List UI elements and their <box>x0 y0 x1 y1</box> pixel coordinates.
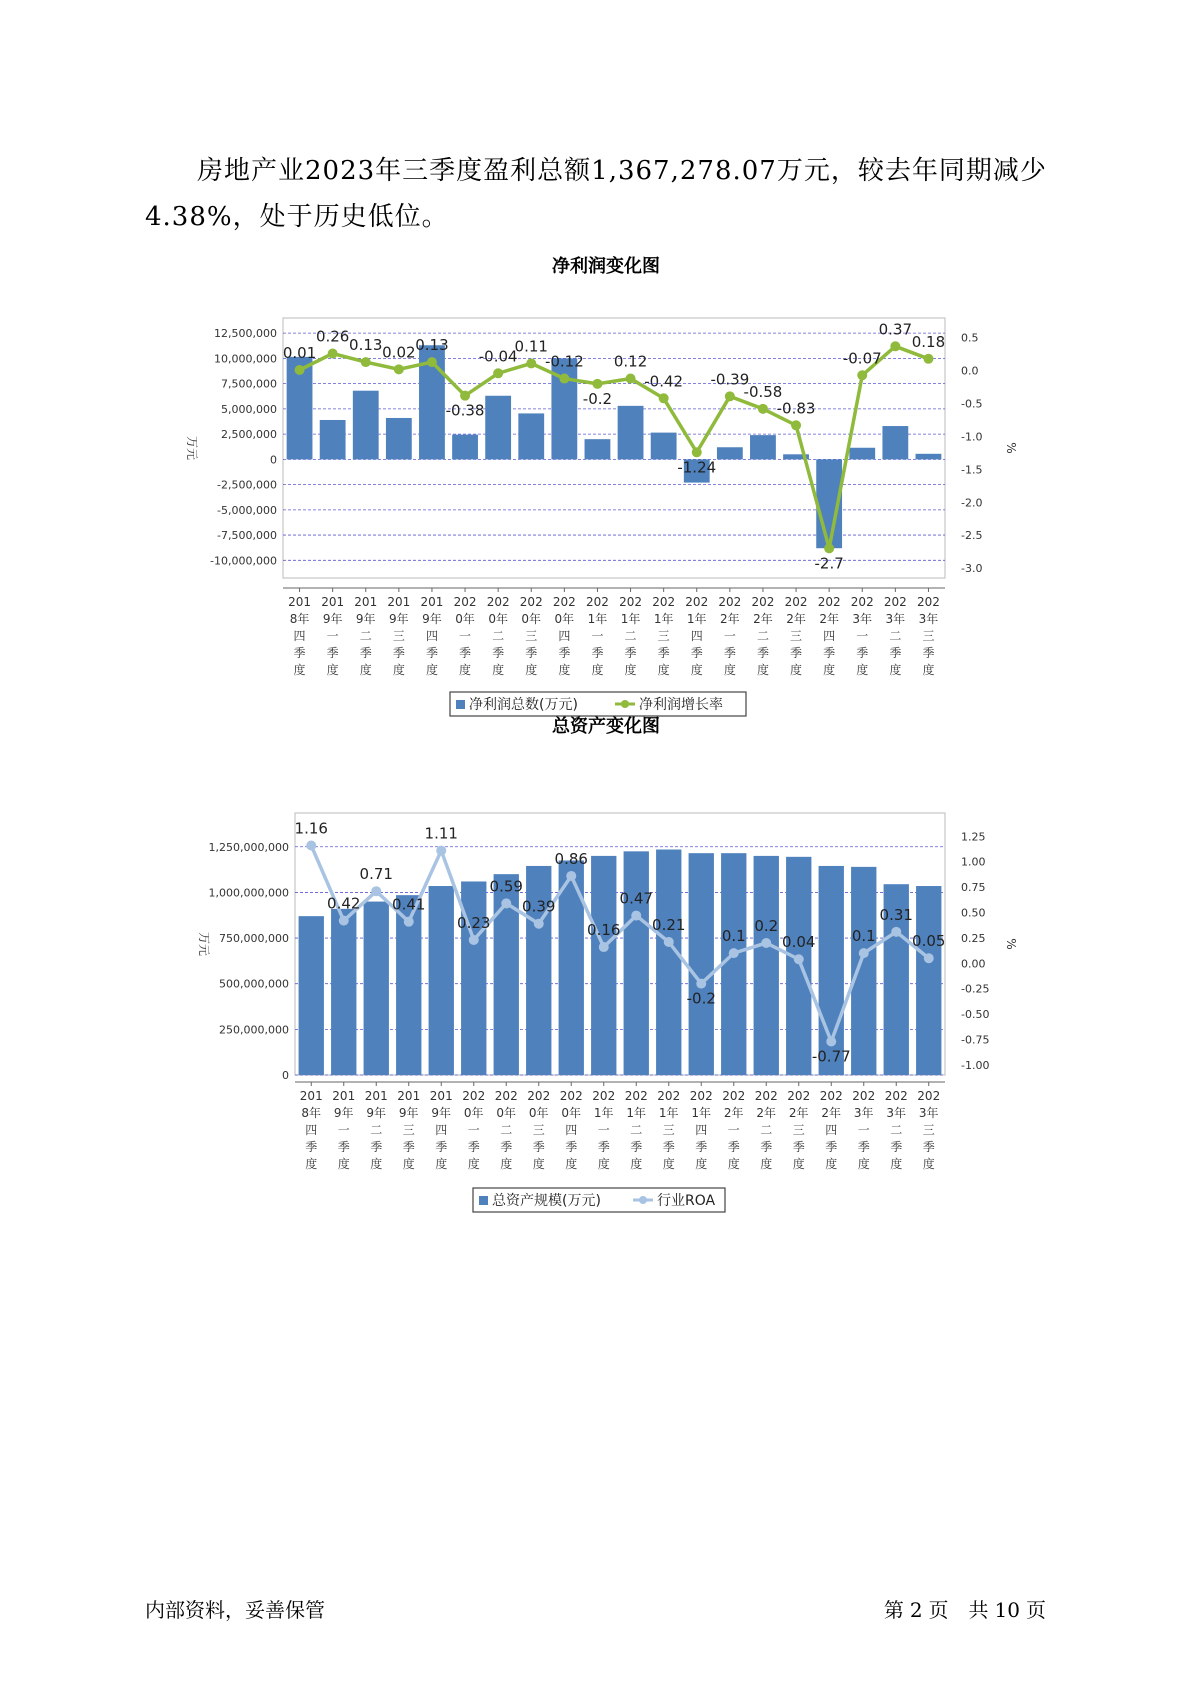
y2-axis-title: % <box>1004 938 1018 950</box>
y2-tick-label: -0.75 <box>961 1033 990 1047</box>
data-label: 1.11 <box>424 824 458 843</box>
data-label: 0.42 <box>327 894 361 913</box>
x-tick-label: 202 3年二季度 <box>883 595 907 677</box>
line-point <box>891 927 901 937</box>
x-tick-label: 202 2年二季度 <box>751 595 775 677</box>
data-label: 0.2 <box>754 916 779 935</box>
y2-tick-label: -0.25 <box>961 982 990 996</box>
x-tick-label: 202 0年四季度 <box>559 1089 583 1171</box>
x-tick-label: 202 1年三季度 <box>652 595 676 677</box>
y-tick-label: 12,500,000 <box>214 327 277 341</box>
line-point <box>469 935 479 945</box>
x-tick-label: 202 0年四季度 <box>552 595 576 677</box>
line-point <box>761 938 771 948</box>
x-tick-label: 202 0年三季度 <box>527 1089 551 1171</box>
data-label: -0.2 <box>686 989 716 1008</box>
page-suffix: 页 <box>928 1598 949 1622</box>
y-axis-title: 万元 <box>197 931 211 957</box>
y-tick-label: -7,500,000 <box>217 529 277 543</box>
data-label: 0.1 <box>721 927 746 946</box>
line-point <box>631 911 641 921</box>
legend-line-label: 净利润增长率 <box>639 697 723 713</box>
data-label: 0.11 <box>514 337 548 356</box>
y-axis-title: 万元 <box>185 435 199 461</box>
total-pages: 10 <box>994 1598 1020 1622</box>
x-tick-label: 201 9年四季度 <box>420 595 444 677</box>
x-tick-label: 202 1年三季度 <box>657 1089 681 1171</box>
line-point <box>436 846 446 856</box>
legend-bar-swatch <box>479 1196 488 1205</box>
y2-tick-label: -1.0 <box>961 430 983 444</box>
x-tick-label: 201 8年四季度 <box>288 595 312 677</box>
data-label: 0.39 <box>522 897 556 916</box>
data-label: 0.16 <box>587 921 621 940</box>
data-label: -0.39 <box>710 370 750 389</box>
line-point <box>924 953 934 963</box>
footer-page-info <box>878 1594 1046 1623</box>
x-tick-label: 201 9年三季度 <box>387 595 411 677</box>
y2-tick-label: -1.5 <box>961 463 983 477</box>
y2-tick-label: 0.00 <box>961 957 986 971</box>
x-tick-label: 201 9年二季度 <box>354 595 378 677</box>
data-label: 0.47 <box>619 889 653 908</box>
data-label: -2.7 <box>814 554 844 573</box>
chart1-title: 净利润变化图 <box>552 256 660 277</box>
y2-tick-label: -2.0 <box>961 496 983 510</box>
x-tick-label: 202 2年二季度 <box>754 1089 778 1171</box>
x-tick-label: 202 2年三季度 <box>787 1089 811 1171</box>
bar <box>686 853 716 1075</box>
x-tick-label: 202 3年三季度 <box>917 1089 941 1171</box>
data-label: 0.26 <box>315 327 350 346</box>
y2-tick-label: 1.00 <box>961 855 986 869</box>
y2-tick-label: 1.25 <box>961 830 986 844</box>
data-label: 0.01 <box>282 344 317 362</box>
x-tick-label: 202 0年二季度 <box>486 595 510 677</box>
line-point <box>794 954 804 964</box>
y2-tick-label: -1.00 <box>961 1058 990 1072</box>
data-label: 0.23 <box>457 913 491 932</box>
page-number: 2 <box>909 1598 923 1622</box>
data-label: 0.02 <box>382 343 416 362</box>
y-tick-label: 2,500,000 <box>221 428 277 442</box>
x-tick-label: 202 2年一季度 <box>722 1089 746 1171</box>
data-label: -0.38 <box>445 401 485 420</box>
line-point <box>339 916 349 926</box>
y2-axis-title: % <box>1004 442 1018 454</box>
x-tick-label: 201 9年三季度 <box>397 1089 421 1171</box>
y-tick-label: 1,250,000,000 <box>208 840 289 854</box>
x-tick-label: 202 3年一季度 <box>850 595 874 677</box>
data-label: -0.04 <box>478 347 518 366</box>
x-tick-label: 202 3年一季度 <box>852 1089 876 1171</box>
y2-tick-label: -2.5 <box>961 529 983 543</box>
bar <box>786 857 811 1075</box>
y-tick-label: -2,500,000 <box>217 478 277 492</box>
line-point <box>826 1036 836 1046</box>
y-tick-label: 5,000,000 <box>221 402 277 416</box>
data-label: -0.58 <box>743 382 783 401</box>
data-label: 0.71 <box>359 865 393 884</box>
data-label: -1.24 <box>677 458 717 477</box>
plot-frame <box>295 813 945 1075</box>
data-label: 0.05 <box>912 932 946 951</box>
data-label: 0.12 <box>613 352 648 371</box>
x-tick-label: 202 1年四季度 <box>689 1089 713 1171</box>
data-label: 0.37 <box>878 320 913 339</box>
y-tick-label: 10,000,000 <box>214 352 277 366</box>
x-tick-label: 202 1年二季度 <box>624 1089 648 1171</box>
bar <box>299 916 324 1075</box>
chart2-title: 总资产变化图 <box>552 716 660 737</box>
y-tick-label: -10,000,000 <box>210 554 277 568</box>
x-tick-label: 201 8年四季度 <box>299 1089 323 1171</box>
data-label: 0.1 <box>851 927 876 946</box>
data-label: -0.83 <box>776 399 816 418</box>
data-label: -0.12 <box>544 352 584 371</box>
bar <box>364 902 389 1075</box>
y-tick-label: 1,000,000,000 <box>208 886 289 900</box>
bar <box>851 867 876 1075</box>
x-tick-label: 202 1年一季度 <box>585 595 609 677</box>
y2-tick-label: -3.0 <box>961 562 983 576</box>
bar <box>331 909 356 1075</box>
bar <box>721 853 746 1075</box>
x-tick-label: 202 1年四季度 <box>685 595 709 677</box>
y-tick-label: 250,000,000 <box>219 1023 289 1037</box>
data-label: -0.77 <box>811 1047 851 1066</box>
data-label: -0.07 <box>842 349 882 368</box>
total-suffix: 页 <box>1026 1598 1046 1622</box>
y2-tick-label: 0.5 <box>961 331 979 345</box>
y-tick-label: 0 <box>270 453 277 467</box>
total-prefix: 共 <box>968 1598 989 1622</box>
y2-tick-label: 0.75 <box>961 881 986 895</box>
y2-tick-label: 0.0 <box>961 364 979 378</box>
y-tick-label: -5,000,000 <box>217 503 277 517</box>
line-point <box>306 840 316 850</box>
y-tick-label: 7,500,000 <box>221 377 277 391</box>
x-tick-label: 201 9年一季度 <box>332 1089 356 1171</box>
y-tick-label: 500,000,000 <box>219 977 289 991</box>
x-tick-label: 202 0年一季度 <box>453 595 477 677</box>
bar <box>624 851 649 1075</box>
x-tick-label: 202 0年三季度 <box>519 595 543 677</box>
data-label: 0.21 <box>652 915 686 934</box>
x-tick-label: 201 9年一季度 <box>321 595 345 677</box>
y2-tick-label: -0.50 <box>961 1008 990 1022</box>
x-tick-label: 202 2年三季度 <box>784 595 808 677</box>
bar <box>656 850 681 1075</box>
line-point <box>696 979 706 989</box>
data-label: 0.13 <box>349 336 383 355</box>
line-point <box>729 948 739 958</box>
x-tick-label: 202 0年二季度 <box>494 1089 518 1171</box>
summary-text: 房地产业2023年三季度盈利总额1,367,278.07万元，较去年同期减少4.38%，处于历史低位。 <box>145 156 1047 232</box>
line-point <box>664 937 674 947</box>
y-tick-label: 0 <box>282 1069 289 1082</box>
x-tick-label: 202 1年二季度 <box>619 595 643 677</box>
x-tick-label: 202 2年四季度 <box>819 1089 843 1171</box>
y2-tick-label: 0.50 <box>961 906 986 920</box>
bar <box>916 886 941 1075</box>
legend-bar-label: 总资产规模(万元) <box>492 1193 601 1209</box>
data-label: 0.41 <box>392 895 426 914</box>
y-tick-label: 750,000,000 <box>219 932 289 946</box>
y2-tick-label: 0.25 <box>961 931 986 945</box>
data-label: 0.13 <box>415 336 449 355</box>
line-point <box>534 919 544 929</box>
x-tick-label: 201 9年二季度 <box>364 1089 388 1171</box>
legend-bar-label: 净利润总数(万元) <box>469 697 578 713</box>
data-label: -0.42 <box>644 372 684 391</box>
data-label: 0.31 <box>879 905 913 924</box>
x-tick-label: 202 2年一季度 <box>718 595 742 677</box>
bar <box>591 856 616 1075</box>
x-tick-label: 202 0年一季度 <box>462 1089 486 1171</box>
page-prefix: 第 <box>883 1598 904 1622</box>
line-point <box>501 898 511 908</box>
data-label: 0.04 <box>782 933 816 952</box>
data-label: -0.2 <box>582 389 613 408</box>
x-tick-label: 202 1年一季度 <box>592 1089 616 1171</box>
footer-confidential: 内部资料，妥善保管 <box>145 1598 325 1622</box>
line-point <box>371 886 381 896</box>
x-tick-label: 202 3年三季度 <box>916 595 940 677</box>
x-tick-label: 202 3年二季度 <box>884 1089 908 1171</box>
legend-line-label: 行业ROA <box>657 1193 716 1209</box>
legend-line-marker <box>639 1196 647 1204</box>
x-tick-label: 201 9年四季度 <box>429 1089 453 1171</box>
data-label: 0.86 <box>554 849 588 868</box>
data-label: 0.59 <box>489 877 523 896</box>
bar <box>429 886 454 1075</box>
y2-tick-label: -0.5 <box>961 397 983 411</box>
x-tick-label: 202 2年四季度 <box>817 595 841 677</box>
line-point <box>566 871 576 881</box>
line-point <box>404 917 414 927</box>
line-point <box>859 948 869 958</box>
data-label: 0.18 <box>911 332 946 351</box>
line-point <box>599 942 609 952</box>
data-label: 1.16 <box>294 819 328 838</box>
bar <box>754 856 779 1075</box>
